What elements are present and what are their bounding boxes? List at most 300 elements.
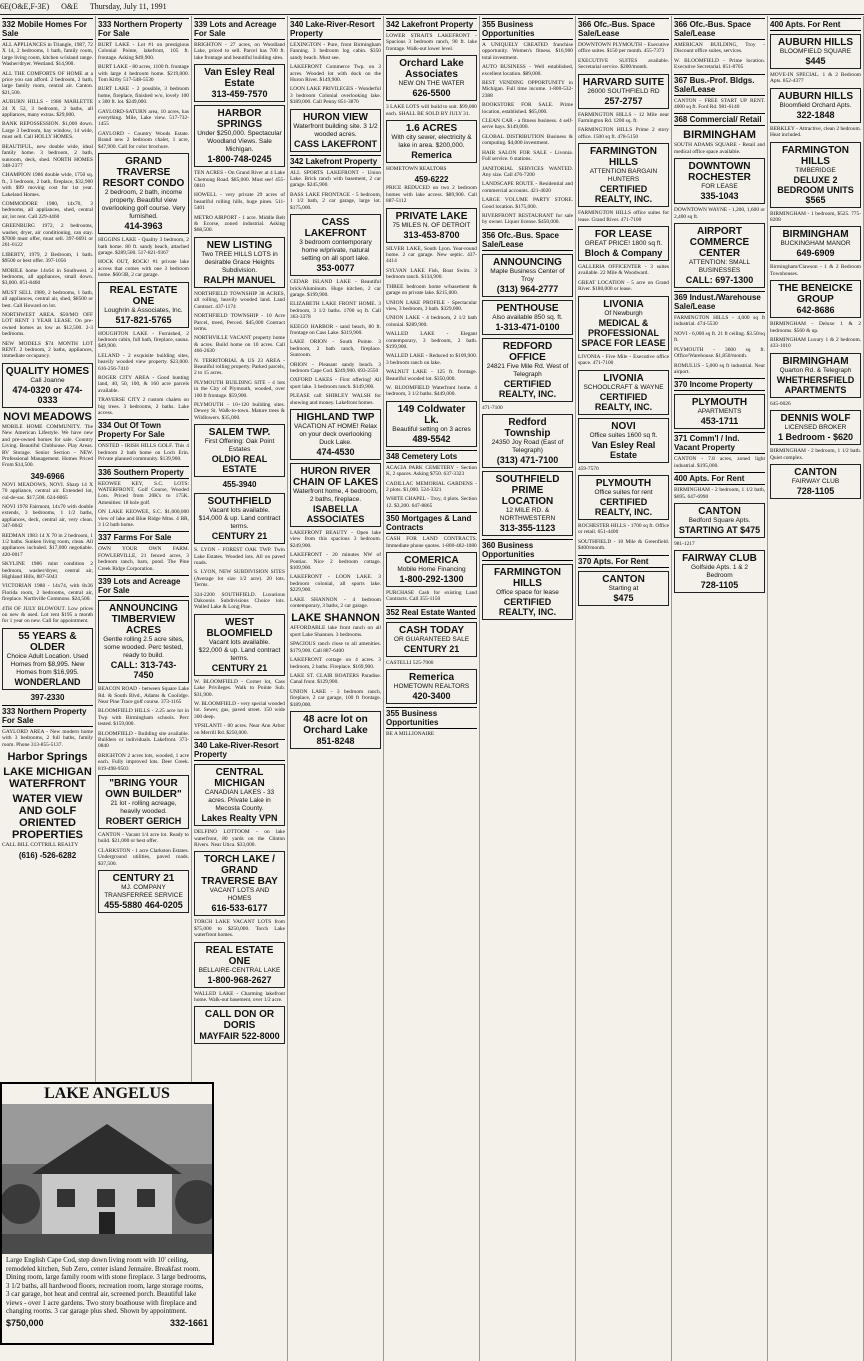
classified-ad: LAKEFRONT Commerce Twp. on 3 acres. Wooded lot with dock on the Huron River. $149,900. [290,64,381,84]
display-ad-line: CENTURY 21 [403,643,460,654]
classified-ad: FARMINGTON HILLS Prime 2 story office. 1500 sq ft. 478-5150 [578,127,669,140]
display-ad [194,493,285,544]
display-ad-line: LIVONIA [603,298,644,310]
section-header: 340 Lake-River-Resort Property [290,18,381,40]
photo-ad-title: LAKE ANGELUS [44,1085,170,1102]
display-ad-line: AUBURN HILLS [778,37,853,48]
classified-ad: BURT LAKE - 2 possible, 3 bedroom home, fireplace, finished w/o, lovely 100 x 300 ft. lot. $249,000. [98,86,189,106]
display-ad-line: Under $250,000. Spectacular Woodland Views. Sale Michigan. [197,130,282,154]
classified-ad: PRICE REDUCED on two 2 bedroom homes with lake access. $89,900. Call 887-5112 [386,185,477,205]
display-ad-line: 626-5500 [412,88,451,99]
display-ad-line: 3 bedroom contemporary home w/private, natural setting on all sport lake. [299,239,372,263]
classified-ad: GLOBAL DISTRIBUTION Business & computing. $4,000 investment. [482,133,573,147]
classified-column [576,16,672,1361]
display-ad-line: OR GUARANTEED SALE [393,635,470,643]
display-ad-line: WEST BLOOMFIELD [206,616,273,639]
display-ad-line: CERTIFIED REALTY, INC. [594,184,653,205]
classified-ad: S. LYON, NEW SUBDIVISION SITES (Average lot size 1/2 acre). 20 lots. Terms. [194,569,285,589]
display-ad-line: Van Esley Real Estate [591,439,656,460]
display-ad-line: 1 Bedroom - $620 [777,432,854,443]
display-ad-line: BELLAIRE-CENTRAL LAKE [198,966,281,974]
display-ad-line: SOUTHFIELD [207,496,272,508]
display-ad-line: Vacant lots available. $14,000 & up. Land contract terms. [198,507,281,531]
classified-ad: TEN ACRES - On Grand River at 4 Lake Chemung Road. $85,000. Must see! 455-0810 [194,170,285,190]
display-ad-line: BUCKINGHAM MANOR [780,240,851,248]
photo-ad-price: $750,000 [6,1317,44,1328]
display-ad [290,409,381,460]
classified-ad: GALLERIA OFFICENTER - 3 suites available. 22 Mile & Woodward. [578,264,669,277]
classified-ad: SILVER LAKE, South Lyon. Year-round home. 2 car garage. New septic. 437-4414 [386,245,477,265]
display-ad-line: NEW LISTING [206,239,273,251]
classified-ad: BLOOMFIELD - Building site available. Builders or individuals. Lakefront. 373-0840 [98,730,189,750]
display-ad-line: DENNIS WOLF [780,413,851,425]
display-ad [770,88,861,123]
classified-ad: 324-2200 SOUTHFIELD. Luxurious Dakoonis Subdivisions Choice lots. Walled Lake & Long Pine. [194,591,285,611]
classified-ad: ELIZABETH LAKE FRONT HOME. 3 bedroom, 3 1/2 baths. 1700 sq ft. Call 363-3378 [290,301,381,321]
display-ad-line: BIRMINGHAM [782,355,849,367]
display-ad-line: 353-0077 [316,263,355,274]
classified-ad: THREE bedroom home w/basement & garage on private lake. $215,000. [386,283,477,297]
phone-number: 349-6966 [30,471,65,481]
classified-ad: NORTHFIELD TOWNSHIP 38 ACRES, all rolling, heavily wooded land. Land Contract. 437-1174 [194,290,285,310]
classified-ad: CALL BILL COTTRILL REALTY [2,842,79,849]
classified-ad: LAKEFRONT - LOON LAKE. 3 bedroom colonial, all sports lake. $229,900. [290,574,381,594]
display-ad-line: AIRPORT COMMERCE CENTER [689,226,750,260]
classified-column [288,16,384,1361]
classified-ad: GREAT LOCATION - 5 acre on Grand River. $180,000 or lease. [578,279,669,293]
display-ad [578,571,669,606]
section-header: 342 Lakefront Property [290,155,381,168]
display-ad-line: CALL: 313-743-7450 [110,660,177,681]
classified-ad: BASS LAKE FRONTAGE - 5 bedroom, 1 1/2 bath, 2 car garage, large lot. $175,000. [290,191,381,211]
display-ad [290,109,381,152]
headline: NOVI MEADOWS [3,410,92,423]
classified-ad: NOVI - 6,000 sq ft. 21 ft ceiling. $3.50/sq ft. [674,330,765,344]
phone-number: 397-2330 [30,692,65,702]
display-ad-line: FARMINGTON HILLS [493,567,562,590]
display-ad-line: CALL DON OR DORIS [204,1009,275,1032]
display-ad-line: FARMINGTON HILLS [589,146,658,169]
classified-ad: TRAVERSE CITY 2 custom chalets on big trees. 3 bedrooms, 2 baths. Lake access. [98,397,189,416]
display-ad [770,34,861,69]
classified-ad: CANTON - Vacant 1/4 acre lot. Ready to build. $21,000 or best offer. [98,831,189,845]
display-ad-line: WONDERLAND [14,676,81,687]
display-ad-line: HIGHLAND TWP [296,412,375,423]
classified-ad: LAKEFRONT BEAUTY - Open lake view from this spacious 3 bedroom. $249,900. [290,530,381,549]
display-ad-line: Remerica [408,672,455,684]
classified-ad: CEDAR ISLAND LAKE - Beautiful brick/Aluminum. Huge kitchen, 2 car garage. $199,900. [290,279,381,298]
display-ad-line: QUALITY HOMES [5,365,90,377]
classified-ad: BE A MILLIONAIRE [386,731,435,738]
display-ad-line: LIVONIA [603,372,644,384]
display-ad [290,711,381,749]
section-header: 340 Lake-River-Resort Property [194,739,285,761]
display-ad-line: Maple Business Center of Troy [490,267,565,283]
section-header: 332 Mobile Homes For Sale [2,18,93,40]
classified-ad: KEEGO HARBOR - sand beach, 80 ft. frontage on Cass Lake. $319,900. [290,323,381,336]
display-ad [194,105,285,167]
classified-ad: BIRMINGHAM - Deluxe 1 & 2 bedrooms. $560 & up. [770,321,861,334]
display-ad [770,142,861,208]
display-ad-line: $445 [805,56,826,66]
display-ad-line: 257-2757 [604,95,643,106]
classified-ad: SOUTH ADAMS SQUARE - Retail and medical office space available. [674,142,765,155]
classified-ad: OWN YOUR OWN FARM. FOWLERVILLE, 21 fenced acres, 3 bedroom ranch, barn, pond. The Pine Creek Ridge Corporation. [98,546,189,572]
display-ad-line: CANADIAN LAKES - 33 acres. Private Lake in Mecosta County. [204,789,275,813]
classified-ad: WALLED LAKE - Reduced to $109,900. 3 bedroom ranch on lake. [386,353,477,366]
section-header: 400 Apts. For Rent [770,18,861,31]
display-ad [578,143,669,207]
classified-ad: PLYMOUTH - 10+120 building sites. Dewey St. Walk-to-town. Mature trees & Wildlowers. $35,000. [194,401,285,421]
display-ad-line: 1-800-292-1300 [399,574,464,585]
display-ad [290,463,381,527]
section-header: 371 Comm'l / Ind. Vacant Property [674,432,765,454]
display-ad-line: MJ. COMPANY TRANSFERREE SERVICE [104,884,183,899]
section-header: 368 Commercial/ Retail [674,113,765,126]
classified-ad: W. BLOOMFIELD - Prime location. Executive Secretarial. 851-8705 [674,57,765,71]
classified-ad: ALL APPLIANCES in Triangle, 1987, 72 X 14, 2 bedrooms, 1 bath, family room, large living room, kitchen w/island range. Washer/dryer. Westland. $14,900. [2,42,93,68]
display-ad-line: MEDICAL & PROFESSIONAL SPACE FOR LEASE [581,317,666,348]
display-ad [386,552,477,587]
phone-number: 455-3940 [222,480,257,490]
display-ad-line: RALPH MANUEL [203,274,276,285]
section-header: 352 Real Estate Wanted [386,607,476,617]
display-ad-line: REAL ESTATE ONE [109,284,178,307]
section-header: 333 Northern Property For Sale [98,18,189,40]
classified-ad: PLYMOUTH - 3600 sq ft. Office/Warehouse. $1,850/month. [674,346,765,360]
display-ad [290,214,381,276]
display-ad-line: Mobile Home Financing [397,566,466,574]
section-header: 400 Apts. For Rent [674,472,765,485]
display-ad-line: Redford Township [504,417,551,440]
display-ad-line: STARTING AT $475 [678,524,761,535]
classified-ad: LAKEFRONT - 20 minutes NW of Pontiac. Nice 2 bedroom cottage. $109,900. [290,552,381,572]
section-header: 350 Mortgages & Land Contracts [386,512,477,534]
display-ad [578,74,669,109]
classified-column [384,16,480,1361]
section-header: 370 Income Property [674,378,765,391]
section-header: 336 Southern Property [98,466,189,479]
display-ad [386,401,477,447]
display-ad-line: Starting at [608,584,639,592]
display-ad-line: Vacant lots available. $22,000 & up. Land contract terms. [198,638,281,662]
classified-ad: WALLED LAKE - Charming lakefront home. Walk-out basement, over 1/2 acre. [194,990,285,1003]
display-ad-line: CASS LAKEFRONT [304,217,367,240]
display-ad-line: 48 acre lot on Orchard Lake [303,713,368,736]
classified-ad: LAKEFRONT cottage on 4 acres. 3 bedroom, 2 baths. Fireplace. $169,900. [290,657,381,670]
display-ad-line: 1-313-471-0100 [495,321,560,332]
classified-ad: HOWELL - very private 29 acres of beautiful rolling hills, huge pines. 511-5401 [194,192,285,212]
classified-ad: DELFINO LOTTOOM - on lake waterfront, 80 yards on the Clinton Rivers. Near Utica. $33,000. [194,829,285,848]
display-ad-line: 489-5542 [412,433,451,444]
display-ad [578,370,669,415]
section-header: 334 Out Of Town Property For Sale [98,419,189,441]
display-ad-line: 313-459-7570 [211,89,268,100]
display-ad-line: Office suites 1600 sq ft. [589,431,658,439]
display-ad-line: FOR LEASE [594,229,653,241]
display-ad [770,410,861,445]
classified-ad: HOUGHTON LAKE - Furnished, 2 bedroom cabin, full bath, fireplace, sauna. $49,900. [98,330,189,350]
display-ad [386,208,477,243]
display-ad [386,55,477,101]
classified-column [480,16,576,1361]
classified-ad: NORTHWEST AREA. $50/MO OFF LOT RENT 1 YEAR LEASE. On pre-owned homes as low as $12,500. 2-3 bedrooms. [2,312,93,338]
classified-ad: A UNIQUELY CREATED franchise opportunity. Women's fitness. $16,900 total investment. [482,42,573,61]
display-ad [770,353,861,398]
display-ad-line: Loughrin & Associates, Inc. [104,306,183,314]
display-ad-line: NOVI [611,420,636,432]
display-ad-line: 851-8248 [316,735,355,746]
display-ad-line: 149 Coldwater Lk. [397,403,466,426]
classified-ad: BURT LAKE - Lot #1 on prestigious Colonial Pointe, lakefront, 105 ft. frontage. Asking $49,900. [98,42,189,61]
display-ad-line: 75 MILES N. OF DETROIT [392,221,471,229]
display-ad-line: 24350 Joy Road (East of Telegraph) [491,439,564,455]
section-header: 367 Bus.-Prof. Bldgs. Sale/Lease [674,74,765,96]
classified-ad: BLOOMFIELD HILLS - 2.25 acre lot in Twp with Birmingham schools. Perc tested. $159,000. [98,708,189,728]
display-ad-line: 474-4530 [316,447,355,457]
classified-ad: BEAUTIFUL, new double wide, ideal family home. 3 bedroom, 2 bath, sunroom, deck, shed. NORTH HOMES 348-2377 [2,143,93,169]
display-ad-line: 474-0320 or 474-0333 [12,384,83,405]
classified-ad: LIVONIA - Five Mile - Executive office space. 471-7100 [578,353,669,367]
display-ad-line: NEW ON THE WATER [398,80,465,88]
classified-ad: WHITE CHAPEL - Troy, 4 plots. Section 12. $3,200. 647-8865 [386,496,477,509]
classified-ad: LOWER STRAITS LAKEFRONT - Spacious 3 bedroom ranch, 90 ft. lake frontage. Walk-out lower level. [386,33,477,52]
display-ad-line: ISABELLA ASSOCIATES [306,504,365,524]
classified-ad: LEXINGTON - Pure, front Birmingham Fanning. 3 bedroom log cabin. $350 sandy beach. Must see. [290,42,381,61]
classified-ad: AMERICAN BUILDING, Troy - Discount office suites, services. [674,42,765,55]
classified-ad: FARMINGTON HILLS office suites for lease. Grand River. 471-7100 [578,210,669,223]
classified-ad: ORION - Pleasant sandy beach. 3 bedroom Cape Cod. $249,900. 693-2550 [290,361,381,374]
classified-ad: BERKLEY - Attractive, clean 2 bedroom. Heat included. [770,125,861,139]
classified-ad: PLYMOUTH BUILDING SITE - 4 lots in the City of Plymouth, wooded, over 100 ft frontage. $59,900. [194,379,285,399]
classified-ad: CLARKSTON - 1 acre Clarkston Estates. Underground utilities, paved roads. $37,500. [98,847,189,867]
display-ad-line: APARTMENTS [697,408,742,416]
display-ad [674,223,765,288]
display-ad-line: CALL: 697-1300 [685,275,754,286]
display-ad-line: 12 MILE RD. & NORTHWESTERN [499,507,556,523]
display-ad [194,424,285,477]
classified-ad: GAYLORD - Country Woods Estate. Brand new 2 bedroom chalet, 1 acre, $47,900. Call for color brochure. [98,130,189,150]
phone-number: 459-6222 [414,175,449,185]
display-ad [386,120,477,163]
classified-ad: BURT LAKE - 80 acres, 1100 ft. frontage with large 4 bedroom home. $219,000. Tom Kirby 517-548-5530 [98,64,189,84]
classified-ad: SYLVAN LAKE Fish, Boat Swim. 3 bedroom ranch. $134,900. [386,267,477,281]
display-ad-line: COMERICA [404,555,459,567]
display-ad-line: TIMBERIDGE [795,166,836,174]
classified-ad: BEST VENDING OPPORTUNITY in Michigan. Full time income. 1-800-532-2388 [482,80,573,99]
display-ad [770,226,861,261]
display-ad-line: CERTIFIED REALTY, INC. [498,597,557,618]
classified-ad: REDMAN 1983 14 X 70 in 2 bedroom, 1 1/2 baths. Sunken living room, clean. All appliances included. $17,000 negotiable. 420-0017 [2,532,93,558]
classified-ad: LELAND - 2 exquisite building sites, heavily wooded view property. $23,000. 616-256-7410 [98,352,189,372]
display-ad [386,669,477,704]
display-ad-line: HURON RIVER CHAIN OF LAKES [293,466,378,488]
classified-ad: CASH FOR LAND CONTRACTS. Immediate phone quotes. 1-800-482-1080 [386,536,477,549]
section-header: 339 Lots and Acreage For Sale [98,575,189,597]
display-ad-line: HURON VIEW [303,111,368,123]
display-ad-line: 1-800-968-2627 [207,974,272,985]
display-ad-line: CASH TODAY [398,624,464,636]
classified-ad: ROCHESTER HILLS - 1700 sq ft. Office or retail. 651-4400 [578,522,669,536]
display-ad-line: CANTON [794,467,837,479]
display-ad-line: OLDIO REAL ESTATE [211,454,268,475]
display-ad-line: 335-1043 [700,191,739,202]
display-ad-line: 728-1105 [700,580,739,591]
classified-ad: WALLED LAKE - Elegant contemporary, 3 bedroom, 2 bath. $199,900. [386,331,477,350]
photo-ad-phone: 332-1661 [169,1317,208,1328]
display-ad [674,158,765,204]
display-ad [194,64,285,102]
house-photo [2,1104,212,1254]
display-ad-line: BIRMINGHAM [782,229,849,241]
display-ad-line: 649-6909 [796,248,835,259]
display-ad-line: HARBOR SPRINGS [216,108,262,131]
display-ad-line: FARMINGTON HILLS [781,144,850,167]
display-ad-line: 2 bedroom, 2 bath, income property. Beautiful view overlooking golf course. Very furnished. [101,189,186,221]
classified-ad: GAYLORD AREA - New modern home with 3 bedrooms, 2 full baths, family room. Phone 313-855-5137. [2,728,93,748]
classified-ad: LOON LAKE PRIVILEGES - Wonderful 3 bedroom Colonial overlooking lake. $189,000. Call Penny 851-3870 [290,86,381,106]
classified-column [672,16,768,1361]
display-ad-line: (313) 471-7100 [496,455,559,466]
classified-ad: HIGGINS LAKE - Quality 3 bedroom, 2 bath home. 80 ft. sandy beach, attached garage. $289,500. 517-821-9367 [98,237,189,256]
classified-ad: MOBILE home 14x64 in Southwest. 2 bedrooms, all appliances, small down. $3,000. 851-8460 [2,267,93,287]
classified-ad: DOWNTOWN PLYMOUTH - Executive office suites. $150 per month. 455-7373 [578,42,669,55]
classified-ad: BOOKSTORE FOR SALE. Prime location, established. $65,000. [482,102,573,115]
display-ad-line: VACATION AT HOME! Relax on your deck overlooking Duck Lake. [294,423,377,446]
headline: BIRMINGHAM [683,129,756,142]
classified-ad: HOCK OUT, ROCK! #1 private lake access that comes with one 3 bedroom home. $60/3B, 2 car garage. [98,259,189,279]
classified-ad: BRIGHTON - 27 acres, on Woodland Lake, priced to sell. Parcel has 700 ft. lake frontage and beautiful building sites. [194,42,285,61]
display-ad-line: ANNOUNCING TIMBERVIEW ACRES [109,603,178,637]
classified-ad: FARMINGTON HILLS - 12 Mile near Farmington Rd. 1200 sq. ft. [578,111,669,125]
display-ad [482,414,573,468]
phone-number: (616) -526-6282 [18,851,77,861]
display-ad [386,622,477,657]
display-ad-line: THE BENEICKE GROUP [778,283,853,306]
display-ad-line: 517-821-5765 [115,314,172,325]
classified-ad: EXECUTIVE SUITES available. Secretarial service. $200/month. [578,57,669,71]
classified-ad: TORCH LAKE VACANT LOTS from $75,000 to $250,000. Torch Lake waterfront homes. [194,919,285,939]
display-ad-line: Quarton Rd. & Telegraph [779,366,852,374]
classified-ad: BANK REPOSSESSION. $1,000 down. Large 3 bedroom, bay window, 14 wide, must sell. Call HOLLY HOMES. [2,121,93,141]
section-header: 370 Apts. For Rent [578,555,669,568]
classified-ad: SKYLINE 1986 mint condition 2 bedroom, washer/dryer, central air, Highland Hills, 887-5043 [2,561,93,580]
display-ad-line: CERTIFIED REALTY, INC. [498,378,557,399]
paper-name: O&E [61,2,78,11]
classified-ad: UNION LAKE - 3 bedroom ranch, fireplace, 2 car garage, 100 ft frontage. $189,000. [290,688,381,708]
classified-ad: CASTELLI 525-7900 [386,659,434,666]
classified-ad: Birmingham/Clawson - 1 & 2 Bedroom Townhouses. [770,264,861,277]
display-ad-line: ANNOUNCING [493,256,562,268]
display-ad-line: Bloomfield Orchard Apts. [779,101,852,109]
display-ad-line: CANTON [602,573,645,585]
classified-ad: KEOWEE KEY, S.C. LOTS: WATERFRONT, Golf Course, Wooded Lots. Priced from 20K's to 175K. Amenities: 18 hole golf. [98,480,189,506]
section-header: 333 Northern Property For Sale [2,705,93,727]
classified-ad: NOVI MEADOWS, NOVI. Sharp 14 X 70 appliance, central air. Extended lot, cul-de-sac. $17,500. 624-8065 [2,481,93,501]
masthead [0,0,864,15]
display-ad-line: 453-1711 [700,416,739,427]
display-ad-line: SOUTHFIELD PRIME LOCATION [495,474,560,508]
classified-ad: AFFORDABLE lake front ranch on all sport Lake Shannon. 3 bedrooms. [290,625,381,638]
display-ad-line: CENTURY 21 [112,873,175,884]
classified-ad: BIRMINGHAM - 2 bedroom, 1 1/2 bath, $695. 647-6990 [674,487,765,500]
classified-ad: NORTHFIELD TOWNSHIP - 10 Acre Parcel, treed, Perced. $45,000 Contract terms. [194,313,285,332]
classified-ad: UNION LAKE PROFILE - Spectacular view, 3 bedroom, 3 bath. $329,000. [386,299,477,312]
classified-ad: HAIR SALON FOR SALE - Livonia. Full service. 6 stations. [482,149,573,163]
display-ad-line: HARVARD SUITE [582,76,665,88]
display-ad-line: CENTURY 21 [211,531,268,542]
display-ad-line: CENTRAL MICHIGAN [214,767,265,790]
display-ad-line: REDFORD OFFICE [502,340,553,363]
classified-ad: PURCHASE Cash for existing Land Contracts. Call 355-1150 [386,590,477,603]
classified-ad: RIVERFRONT RESTAURANT for sale by owner. Liquor license. $450,000. [482,212,573,226]
display-ad-line: DELUXE 2 BEDROOM UNITS $565 [777,174,854,205]
classified-ad: ALL SPORTS LAKEFRONT - Union Lake. Brick ranch with basement, 2 car garage. $245,900. [290,169,381,189]
display-ad-line: LICENSED BROKER [784,424,847,432]
classified-ad: JANITORIAL SERVICES WANTED. Any size. Call 476-7200 [482,165,573,178]
section-header: 348 Cemetery Lots [386,450,477,463]
section-header: 356 Ofc.-Bus. Space Sale/Lease [482,229,573,251]
classified-ad: BIRMINGHAM - 1 bedroom, $525. 775-8208 [770,210,861,224]
classified-ad: LIBERTY, 1979, 2 Bedroom, 1 bath. $9500 or best offer. 397-1056 [2,251,93,265]
display-ad-line: $475 [613,592,634,603]
display-ad-line: FOR LEASE [701,183,738,191]
display-ad-line: CERTIFIED REALTY, INC. [594,391,653,412]
classified-ad: CHAMPION 1986 double wide, 1750 sq. ft., 3 bedroom, 2 bath, fireplace, $32,900 with $99 moving cost for 1st year. Lakeland Homes. [2,172,93,198]
display-ad-line: AUBURN HILLS [778,90,853,102]
classified-ad: 645-0026 [770,400,791,407]
display-ad [674,550,765,593]
display-ad-line: PRIVATE LAKE [395,210,468,222]
display-ad [194,237,285,288]
classified-ad: FARMINGTON HILLS - 4,000 sq ft industrial. 474-5530 [674,315,765,328]
display-ad-line: DOWNTOWN ROCHESTER [688,161,751,184]
display-ad [674,503,765,538]
section-header: 366 Ofc.-Bus. Space Sale/Lease [578,18,669,40]
display-ad-line: 616-533-6177 [211,903,268,914]
section-header: 355 Business Opportunities [482,18,573,40]
display-ad-line: Office space for lease [496,589,559,597]
display-ad-line: First Offering: Oak Point Estates [204,438,275,454]
display-ad [98,600,189,683]
display-ad [482,254,573,297]
display-ad [194,764,285,826]
classified-ad: LARGE VOLUME PARTY STORE. Good location. $175,000. [482,197,573,210]
display-ad-line: 26000 SOUTHFIELD RD [587,87,660,95]
classified-ad: 4TH OF JULY BLOWOUT. Low prices on new & used. Lot rent $195 a month for 1 year on new. Call for appointment. [2,605,93,625]
display-ad-line: Orchard Lake Associates [399,58,464,81]
classified-ad: NORTHVILLE VACANT property home & acres. Build home on 10 acres. Call 466-2630 [194,335,285,355]
display-ad-line: BLOOMFIELD SQUARE [779,48,852,55]
display-ad-line: GREAT PRICE! 1800 sq ft. [584,240,663,248]
display-ad-line: PLYMOUTH [595,477,652,489]
classified-ad: VICTORIAN 1988 - 14x74, with 8x36 Florida room, 2 bedrooms, central air, fireplace. Northville Commons. $24,500. [2,583,93,603]
section-header: 366 Ofc.-Bus. Space Sale/Lease [674,18,765,40]
classified-ad: CANTON - 7.8 acres, zoned light industrial. $195,000. [674,456,765,469]
display-ad-line: WHETHERSFIELD APARTMENTS [776,374,855,395]
classified-column [768,16,864,1361]
classified-ad: 471-7100 [482,404,503,411]
photo-ad-caption: Large English Cape Cod, step down living room with 10' ceiling, remodeled kitchen, Sub Zero, center island Jennaire. Breakfast room. Dining room, large family room with stone fireplace. 3 large bedrooms, 3 1/2 baths, all hardwood floors, recreation room, large storage rooms, 3 car garage, hot heat and central air, screened porch. Beautiful lake views - over 1 acre gardens. Two story boathouse with fireplace and changing rooms. 3 car garage plus shed. Shown by appointment. [6,1256,207,1315]
classified-ad: N. TERRITORIAL & US 23 AREA - Beautiful rolling property. Parked parcels, 2 to 15 acres. [194,357,285,377]
display-ad [98,870,189,913]
classified-ad: S. LYON - FOREST OAK TWP. Twin Lake Estates. Wooded lots. All on paved roads. [194,547,285,566]
page-number: 6E(O&E,F-3E) [0,2,50,11]
classified-ad: NEW MODELS $74 MONTH LOT RENT. 2 bedroom, 2 baths, appliances, immediate occupancy. [2,340,93,360]
display-ad-line: VACANT LOTS AND HOMES [209,887,270,903]
classified-ad: AUTO BUSINESS - Well established, excellent location. $89,000. [482,64,573,77]
display-ad [482,300,573,335]
